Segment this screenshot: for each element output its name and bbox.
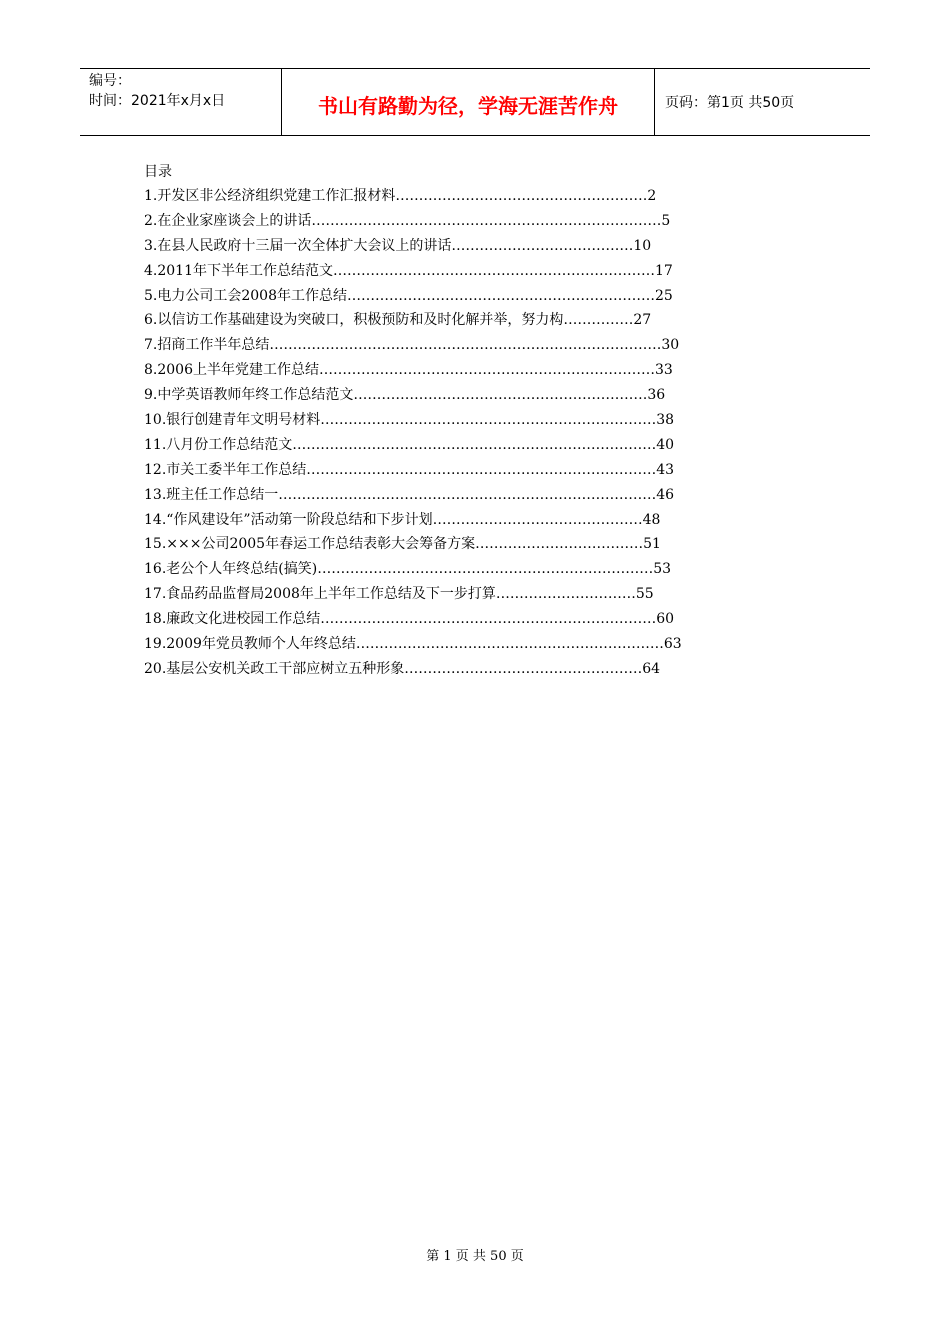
- toc-entry[interactable]: 15.×××公司2005年春运工作总结表彰大会筹备方案………………………………51: [144, 536, 661, 553]
- toc-entry[interactable]: 9.中学英语教师年终工作总结范文………………………………………………………36: [144, 387, 666, 404]
- toc-entry[interactable]: 20.基层公安机关政工干部应树立五种形象……………………………………………64: [144, 660, 661, 677]
- toc-list: [144, 184, 784, 682]
- toc-entry[interactable]: 12.市关工委半年工作总结…………………………………………………………………43: [144, 461, 675, 478]
- document-time-label: 时间：2021年x月x日: [89, 93, 226, 109]
- page-footer: 第 1 页 共 50 页: [426, 1249, 524, 1264]
- toc-entry[interactable]: 6.以信访工作基础建设为突破口，积极预防和及时化解并举，努力构……………27: [144, 312, 652, 329]
- toc-entry[interactable]: 16.老公个人年终总结(搞笑)………………………………………………………………53: [144, 561, 672, 578]
- header-page-label: 页码：第1页 共50页: [665, 95, 795, 111]
- page-header: [80, 68, 870, 136]
- toc-title: 目录: [144, 164, 172, 180]
- toc-entry[interactable]: 3.在县人民政府十三届一次全体扩大会议上的讲话…………………………………10: [144, 237, 652, 254]
- toc-entry[interactable]: 2.在企业家座谈会上的讲话…………………………………………………………………5: [144, 212, 671, 229]
- toc-entry[interactable]: 11.八月份工作总结范文……………………………………………………………………40: [144, 436, 675, 453]
- toc-entry[interactable]: 8.2006上半年党建工作总结………………………………………………………………33: [144, 362, 673, 379]
- toc-entry[interactable]: 13.班主任工作总结一………………………………………………………………………46: [144, 486, 675, 503]
- header-motto: 书山有路勤为径，学海无涯苦作舟: [282, 69, 655, 135]
- document-number-label: 编号：: [89, 73, 131, 89]
- toc-entry[interactable]: 17.食品药品监督局2008年上半年工作总结及下一步打算…………………………55: [144, 586, 654, 603]
- toc-entry[interactable]: 10.银行创建青年文明号材料………………………………………………………………38: [144, 412, 675, 429]
- toc-entry[interactable]: 1.开发区非公经济组织党建工作汇报材料………………………………………………2: [144, 188, 657, 204]
- header-meta: [80, 69, 282, 135]
- toc-entry[interactable]: 5.电力公司工会2008年工作总结…………………………………………………………25: [144, 287, 673, 304]
- toc-entry[interactable]: 14.“作风建设年”活动第一阶段总结和下步计划………………………………………48: [144, 511, 661, 528]
- table-of-contents: [144, 160, 784, 682]
- toc-entry[interactable]: 19.2009年党员教师个人年终总结…………………………………………………………63: [144, 636, 682, 653]
- toc-entry[interactable]: 18.廉政文化进校园工作总结………………………………………………………………60: [144, 611, 675, 628]
- toc-entry[interactable]: 7.招商工作半年总结…………………………………………………………………………30: [144, 337, 680, 354]
- toc-entry[interactable]: 4.2011年下半年工作总结范文……………………………………………………………17: [144, 262, 673, 279]
